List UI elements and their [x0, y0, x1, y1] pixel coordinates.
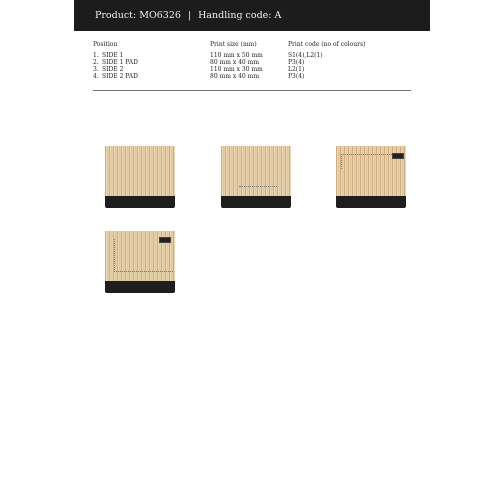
product-base	[336, 196, 406, 208]
logo-mark-icon	[392, 153, 404, 159]
row-print-code: P3(4)	[288, 73, 305, 80]
bamboo-panel	[221, 146, 291, 196]
row-print-size: 110 mm x 50 mm	[210, 52, 263, 59]
row-number: 1.	[93, 52, 99, 59]
table-row	[93, 59, 413, 66]
product-image-side-1	[105, 146, 175, 208]
section-divider	[93, 90, 411, 91]
header-bar	[74, 0, 430, 31]
header-separator: |	[187, 10, 192, 21]
row-print-size: 80 mm x 40 mm	[210, 73, 260, 80]
print-area-marker	[239, 178, 277, 187]
header-position: Position	[93, 41, 118, 48]
product-image-side-2-pad	[105, 231, 175, 293]
row-position: SIDE 1	[102, 52, 124, 59]
logo-mark-icon	[159, 237, 171, 243]
table-row	[93, 66, 413, 73]
product-base	[105, 281, 175, 293]
row-print-code: P3(4)	[288, 59, 305, 66]
table-row	[93, 52, 413, 59]
header-print-size: Print size (mm)	[210, 41, 257, 48]
row-position: SIDE 2 PAD	[102, 73, 138, 80]
row-print-code: S1(4),L2(1)	[288, 52, 323, 59]
print-area-marker	[114, 239, 173, 272]
row-position: SIDE 1 PAD	[102, 59, 138, 66]
product-base	[105, 196, 175, 208]
table-header-row	[93, 41, 413, 48]
header-print-code: Print code (no of colours)	[288, 41, 366, 48]
product-base	[221, 196, 291, 208]
table-row	[93, 73, 413, 80]
row-print-code: L2(1)	[288, 66, 305, 73]
product-image-side-2	[336, 146, 406, 208]
row-number: 2.	[93, 59, 99, 66]
row-position: SIDE 2	[102, 66, 124, 73]
product-title: Product: MO6326	[95, 10, 181, 21]
product-image-side-1-pad	[221, 146, 291, 208]
row-print-size: 80 mm x 40 mm	[210, 59, 260, 66]
row-number: 4.	[93, 73, 99, 80]
row-print-size: 110 mm x 30 mm	[210, 66, 263, 73]
row-number: 3.	[93, 66, 99, 73]
bamboo-panel	[105, 146, 175, 196]
handling-code: Handling code: A	[198, 10, 282, 21]
